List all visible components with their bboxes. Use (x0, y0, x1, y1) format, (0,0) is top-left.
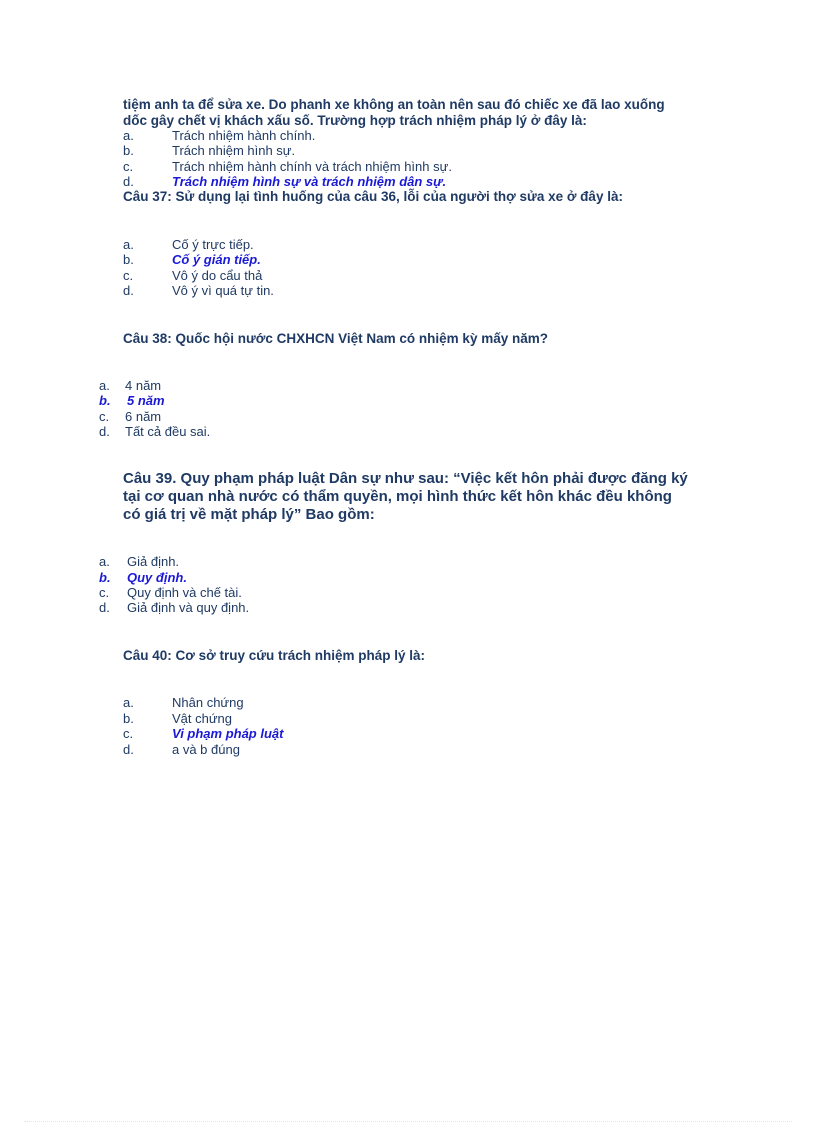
q37-title: Câu 37: Sử dụng lại tình huống của câu 36, lỗi của người thợ sửa xe ở đây là: (123, 189, 623, 204)
q40-option-a: Nhân chứng (172, 695, 244, 710)
q39-option-d-letter: d. (99, 600, 110, 615)
q36-option-c-letter: c. (123, 159, 134, 174)
q39-option-c: Quy định và chế tài. (127, 585, 242, 600)
q37-option-d: Vô ý vì quá tự tin. (172, 283, 274, 298)
page-bottom-divider (24, 1121, 792, 1122)
q40-title: Câu 40: Cơ sở truy cứu trách nhiệm pháp lý là: (123, 648, 426, 663)
q39-option-b-letter: b. (99, 570, 111, 585)
q39-option-b-answer: Quy định. (127, 570, 187, 585)
q37-option-b-letter: b. (123, 252, 134, 267)
q36-option-d-answer: Trách nhiệm hình sự và trách nhiệm dân sự. (172, 174, 447, 189)
q37-option-a-letter: a. (123, 237, 134, 252)
q36-option-b: Trách nhiệm hình sự. (172, 143, 296, 158)
q40-option-d: a và b đúng (172, 742, 240, 757)
q38-option-c-letter: c. (99, 409, 110, 424)
q37-option-b-answer: Cố ý gián tiếp. (172, 252, 261, 267)
q40-option-b-letter: b. (123, 711, 134, 726)
q36-option-a-letter: a. (123, 128, 134, 143)
q38-option-d: Tất cả đều sai. (125, 424, 211, 439)
q37-option-a: Cố ý trực tiếp. (172, 237, 254, 252)
q36-text-line-2: dốc gây chết vị khách xấu số. Trường hợp trách nhiệm pháp lý ở đây là: (123, 113, 587, 128)
q38-title: Câu 38: Quốc hội nước CHXHCN Việt Nam có nhiệm kỳ mấy năm? (123, 331, 548, 346)
q36-option-b-letter: b. (123, 143, 134, 158)
q36-option-c: Trách nhiệm hành chính và trách nhiệm hình sự. (172, 159, 452, 174)
q38-option-b-answer: 5 năm (127, 393, 165, 408)
q39-option-a: Giả định. (127, 554, 180, 569)
q39-option-c-letter: c. (99, 585, 110, 600)
q37-option-c-letter: c. (123, 268, 134, 283)
q38-option-c: 6 năm (125, 409, 162, 424)
q39-title-line-2: tại cơ quan nhà nước có thẩm quyền, mọi hình thức kết hôn khác đều không (123, 488, 672, 505)
q36-text-line-1: tiệm anh ta để sửa xe. Do phanh xe không an toàn nên sau đó chiếc xe đã lao xuống (123, 97, 665, 112)
q40-option-c-answer: Vi phạm pháp luật (172, 726, 284, 741)
q38-option-d-letter: d. (99, 424, 110, 439)
q40-option-a-letter: a. (123, 695, 134, 710)
q36-option-a: Trách nhiệm hành chính. (172, 128, 316, 143)
q40-option-b: Vật chứng (172, 711, 233, 726)
q38-option-a: 4 năm (125, 378, 162, 393)
q38-option-a-letter: a. (99, 378, 110, 393)
q40-option-d-letter: d. (123, 742, 134, 757)
q39-title-line-1: Câu 39. Quy phạm pháp luật Dân sự như sau: “Việc kết hôn phải được đăng ký (123, 470, 688, 487)
q37-option-c: Vô ý do cẩu thả (172, 268, 263, 283)
q39-option-d: Giả định và quy định. (127, 600, 250, 615)
q36-option-d-letter: d. (123, 174, 134, 189)
q39-title-line-3: có giá trị về mặt pháp lý” Bao gồm: (123, 506, 375, 523)
q39-option-a-letter: a. (99, 554, 110, 569)
q38-option-b-letter: b. (99, 393, 111, 408)
q37-option-d-letter: d. (123, 283, 134, 298)
q40-option-c-letter: c. (123, 726, 134, 741)
